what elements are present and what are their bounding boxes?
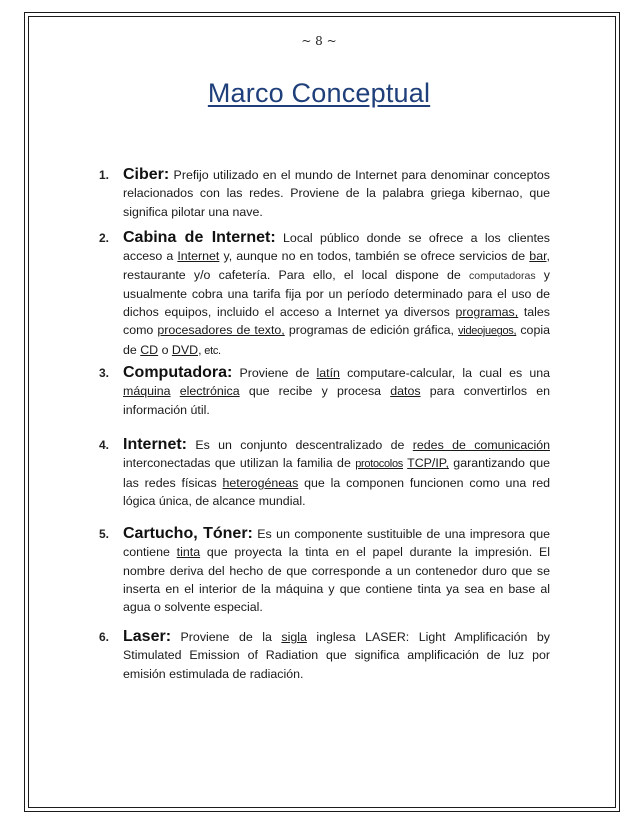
item-term: Cartucho, Tóner: xyxy=(123,525,253,542)
item-body xyxy=(123,229,550,360)
item-text: y, aunque no en todos, también se ofrece servicios de xyxy=(219,249,530,264)
link-sigla[interactable]: sigla xyxy=(281,630,307,644)
link-videojuegos[interactable]: videojuegos, xyxy=(458,325,517,338)
item-text: interconectadas que utilizan la familia de xyxy=(123,456,356,471)
item-text: tales como xyxy=(123,305,551,338)
item-text: Local público donde se ofrece a los clientes acceso a xyxy=(123,231,551,264)
link-datos[interactable]: datos xyxy=(390,384,421,399)
item-term: Ciber: xyxy=(123,166,170,183)
item-text: Proviene de la xyxy=(171,630,282,644)
list-item-ciber xyxy=(99,166,550,221)
item-text: o xyxy=(158,342,172,357)
item-text: y usualmente cobra una tarifa fija por un período determinado para el uso de dichos equipos, incluido el acceso a Internet ya diversos xyxy=(123,267,551,320)
item-text: que proyecta la tinta en el papel durante la impresión. El nombre deriva del hecho de que corresponde a un contenedor duro que se inserta en el interior de la máquina y que contiene tinta ya sea en base al agua o solvente especial. xyxy=(123,545,550,615)
item-number: 4. xyxy=(99,438,110,452)
item-body xyxy=(123,166,550,221)
item-term: Computadora: xyxy=(123,364,233,381)
link-programas[interactable]: programas, xyxy=(455,305,519,320)
item-text: copia de xyxy=(123,323,550,357)
page-number: ~ 8 ~ xyxy=(301,34,337,48)
item-text-small: computadoras xyxy=(469,269,536,282)
item-text: Es un conjunto descentralizado de xyxy=(187,438,413,452)
item-text: , restaurante y/o cafetería. Para ello, el local dispone de xyxy=(123,249,550,282)
item-text: inglesa LASER: Light Amplificación by Stimulated Emission of Radiation que significa amplificación de luz por emisión estimulada de radiación. xyxy=(123,630,550,681)
list-item-internet xyxy=(99,436,550,510)
link-latin[interactable]: latín xyxy=(316,366,340,380)
link-procesadores-de-texto[interactable]: procesadores de texto, xyxy=(157,323,285,338)
list-item-cartucho-toner xyxy=(99,525,551,616)
link-protocolos[interactable]: protocolos xyxy=(355,458,403,471)
item-text: programas de edición gráfica, xyxy=(284,323,459,338)
link-heterogeneas[interactable]: heterogéneas xyxy=(222,475,299,490)
item-term: Cabina de Internet: xyxy=(123,229,276,246)
item-text: que recibe y procesa xyxy=(239,384,391,399)
page-title: Marco Conceptual xyxy=(207,78,431,108)
link-internet[interactable]: Internet xyxy=(177,249,220,264)
item-body xyxy=(123,628,550,683)
link-tcp-ip[interactable]: TCP/IP, xyxy=(407,456,449,471)
link-maquina[interactable]: máquina xyxy=(123,384,171,399)
link-tinta[interactable]: tinta xyxy=(176,545,201,560)
item-text xyxy=(171,384,180,398)
item-text: Proviene de xyxy=(232,366,317,380)
item-number: 1. xyxy=(99,168,110,182)
list-item-laser xyxy=(99,628,550,683)
link-bar[interactable]: bar xyxy=(529,249,547,264)
item-text: Es un componente sustituible de una impresora que contiene xyxy=(123,527,551,560)
list-item-cabina-de-internet xyxy=(99,229,551,360)
item-term: Internet: xyxy=(123,436,187,453)
item-number: 5. xyxy=(99,527,110,541)
item-text: garantizando que las redes físicas xyxy=(123,456,550,490)
link-cd[interactable]: CD xyxy=(140,342,159,357)
list-item-computadora xyxy=(99,364,551,419)
item-text: para convertirlos en información útil. xyxy=(123,384,550,417)
item-number: 6. xyxy=(99,630,110,644)
item-body xyxy=(123,525,550,616)
item-text: Prefijo utilizado en el mundo de Internet para denominar conceptos relacionados con las redes. Proviene de la palabra griega kibernao, que significa pilotar una nave. xyxy=(123,168,550,219)
link-redes-de-comunicacion[interactable]: redes de comunicación xyxy=(412,438,550,452)
item-text: que la componen funcionen como una red lógica única, de alcance mundial. xyxy=(123,475,550,508)
item-body xyxy=(123,364,550,419)
item-term: Laser: xyxy=(123,628,172,645)
item-number: 3. xyxy=(99,366,110,380)
item-number: 2. xyxy=(99,231,110,245)
link-electronica[interactable]: electrónica xyxy=(179,384,240,399)
item-text: etc. xyxy=(201,344,221,357)
item-body xyxy=(123,436,550,510)
item-text: computare-calcular, la cual es una xyxy=(339,366,551,380)
link-dvd[interactable]: DVD, xyxy=(171,342,202,357)
